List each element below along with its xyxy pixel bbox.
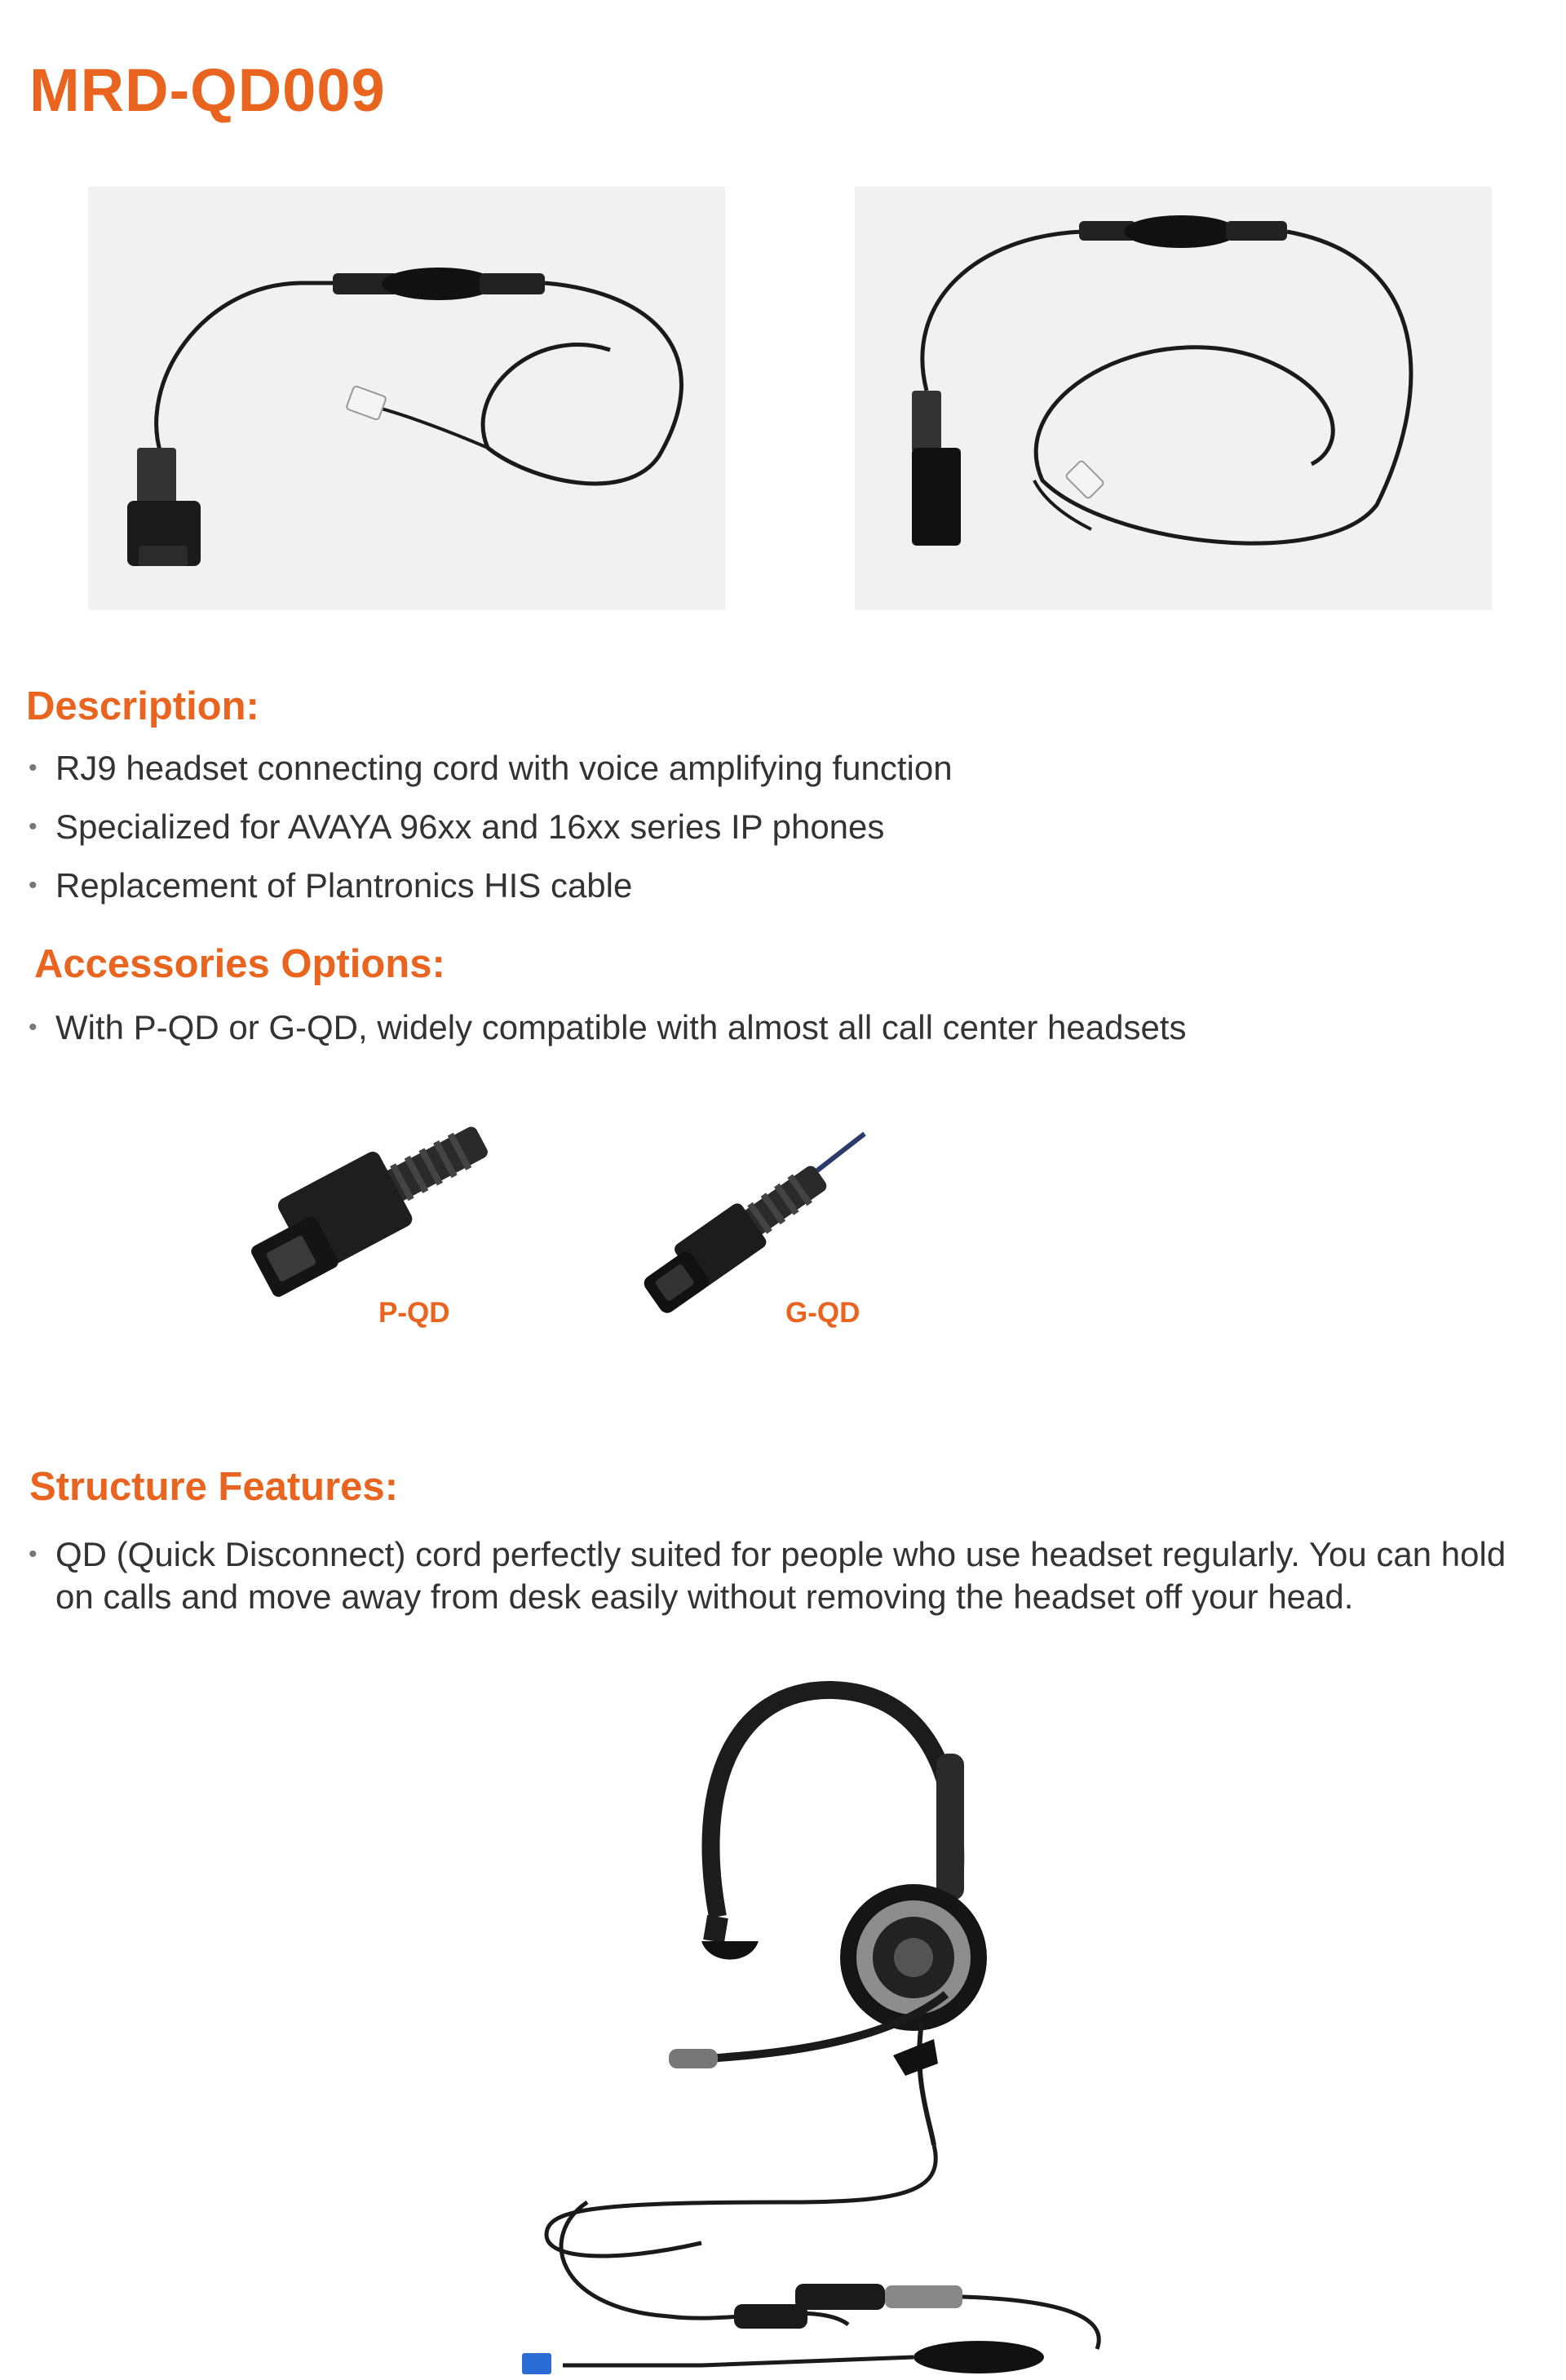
list-item — [29, 798, 953, 856]
list-item — [29, 1533, 1537, 1618]
list-item — [29, 998, 1186, 1057]
pqd-connector-image — [232, 1093, 526, 1321]
bullet-icon: • — [29, 1014, 38, 1041]
accessories-list — [29, 998, 1186, 1057]
cord-illustration — [855, 187, 1492, 610]
headset-illustration — [489, 1672, 1158, 2376]
list-item-text: Replacement of Plantronics HIS cable — [55, 866, 633, 905]
product-title: MRD-QD009 — [29, 56, 386, 124]
product-photo-cord-side — [855, 187, 1492, 610]
description-list — [29, 739, 953, 915]
list-item — [29, 739, 953, 798]
list-item — [29, 856, 953, 915]
bullet-icon: • — [29, 754, 38, 781]
gqd-label: G-QD — [785, 1297, 860, 1329]
accessories-heading: Accessories Options: — [34, 942, 445, 986]
list-item-text: QD (Quick Disconnect) cord perfectly suited for people who use headset regularly. You can hold on calls and move away from desk easily without removing the headset off your head. — [55, 1535, 1506, 1616]
cord-illustration — [88, 187, 725, 610]
list-item-text: With P-QD or G-QD, widely compatible with almost all call center headsets — [55, 1008, 1187, 1046]
list-item-text: RJ9 headset connecting cord with voice amplifying function — [55, 749, 953, 787]
list-item-text: Specialized for AVAYA 96xx and 16xx series IP phones — [55, 807, 885, 846]
structure-list — [29, 1533, 1537, 1618]
bullet-icon: • — [29, 872, 38, 899]
structure-heading: Structure Features: — [29, 1465, 399, 1509]
headset-image — [489, 1672, 1158, 2376]
pqd-connector-illustration — [232, 1093, 526, 1321]
product-photo-cord-front — [88, 187, 725, 610]
pqd-label: P-QD — [378, 1297, 450, 1329]
bullet-icon: • — [29, 813, 38, 840]
bullet-icon: • — [29, 1541, 38, 1568]
description-heading: Description: — [26, 684, 259, 728]
